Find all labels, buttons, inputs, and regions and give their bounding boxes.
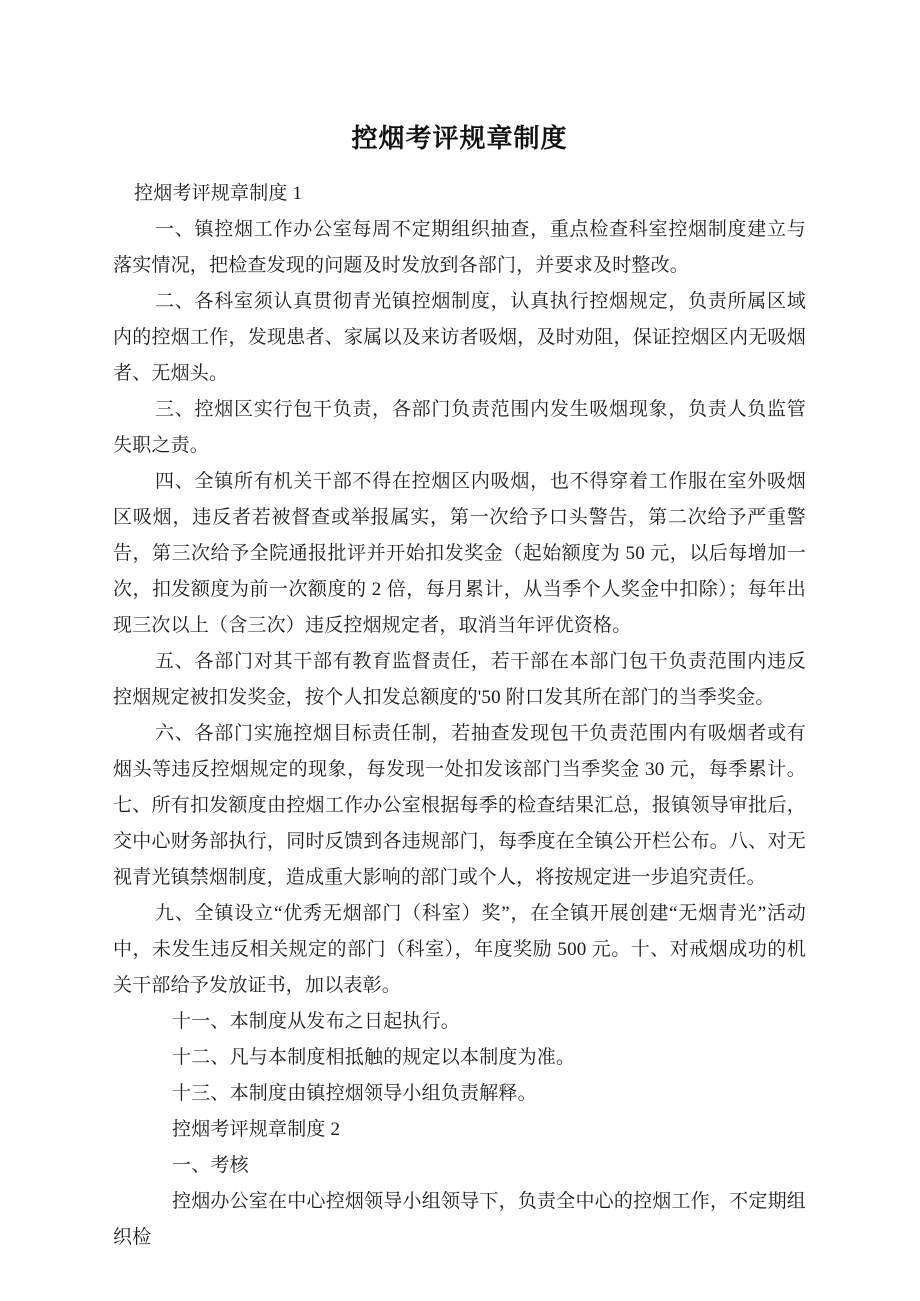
document-body xyxy=(113,176,806,1256)
paragraph: 六、各部门实施控烟目标责任制，若抽查发现包干负责范围内有吸烟者或有烟头等违反控烟规定的现象，每发现一处扣发该部门当季奖金 30 元，每季累计。七、所有扣发额度由控烟工作办公室根据每季的检查结果汇总，报镇领导审批后，交中心财务部执行，同时反馈到各违规部门，每季度在全镇公开栏公布。八、对无视青光镇禁烟制度，造成重大影响的部门或个人，将按规定进一步追究责任。 xyxy=(113,723,806,888)
paragraph: 十二、凡与本制度相抵触的规定以本制度为准。 xyxy=(172,1047,576,1068)
paragraph: 一、镇控烟工作办公室每周不定期组织抽查，重点检查科室控烟制度建立与落实情况，把检查发现的问题及时发放到各部门，并要求及时整改。 xyxy=(113,219,806,276)
paragraph: 九、全镇设立“优秀无烟部门（科室）奖”，在全镇开展创建“无烟青光”活动中，未发生违反相关规定的部门（科室），年度奖励 500 元。十、对戒烟成功的机关干部给予发放证书，加以表彰。 xyxy=(113,903,806,996)
paragraph: 控烟办公室在中心控烟领导小组领导下，负责全中心的控烟工作，不定期组织检 xyxy=(113,1191,806,1248)
paragraph: 四、全镇所有机关干部不得在控烟区内吸烟，也不得穿着工作服在室外吸烟区吸烟，违反者若被督查或举报属实，第一次给予口头警告，第二次给予严重警告，第三次给予全院通报批评并开始扣发奖金（起始额度为 50 元，以后每增加一次，扣发额度为前一次额度的 2 倍，每月累计，从当季个人奖金中扣除）；每年出现三次以上（含三次）违反控烟规定者，取消当年评优资格。 xyxy=(113,471,806,636)
paragraph: 控烟考评规章制度 2 xyxy=(172,1119,341,1140)
paragraph: 十三、本制度由镇控烟领导小组负责解释。 xyxy=(172,1083,537,1104)
paragraph: 一、考核 xyxy=(172,1155,249,1176)
paragraph: 三、控烟区实行包干负责，各部门负责范围内发生吸烟现象，负责人负监管失职之责。 xyxy=(113,399,806,456)
paragraph: 五、各部门对其干部有教育监督责任，若干部在本部门包干负责范围内违反控烟规定被扣发奖金，按个人扣发总额度的'50 附口发其所在部门的当季奖金。 xyxy=(113,651,806,708)
paragraph: 二、各科室须认真贯彻青光镇控烟制度，认真执行控烟规定，负责所属区域内的控烟工作，发现患者、家属以及来访者吸烟，及时劝阻，保证控烟区内无吸烟者、无烟头。 xyxy=(113,291,806,384)
document-title: 控烟考评规章制度 xyxy=(351,123,568,153)
paragraph: 十一、本制度从发布之日起执行。 xyxy=(172,1011,461,1032)
paragraph: 控烟考评规章制度 1 xyxy=(134,183,303,204)
